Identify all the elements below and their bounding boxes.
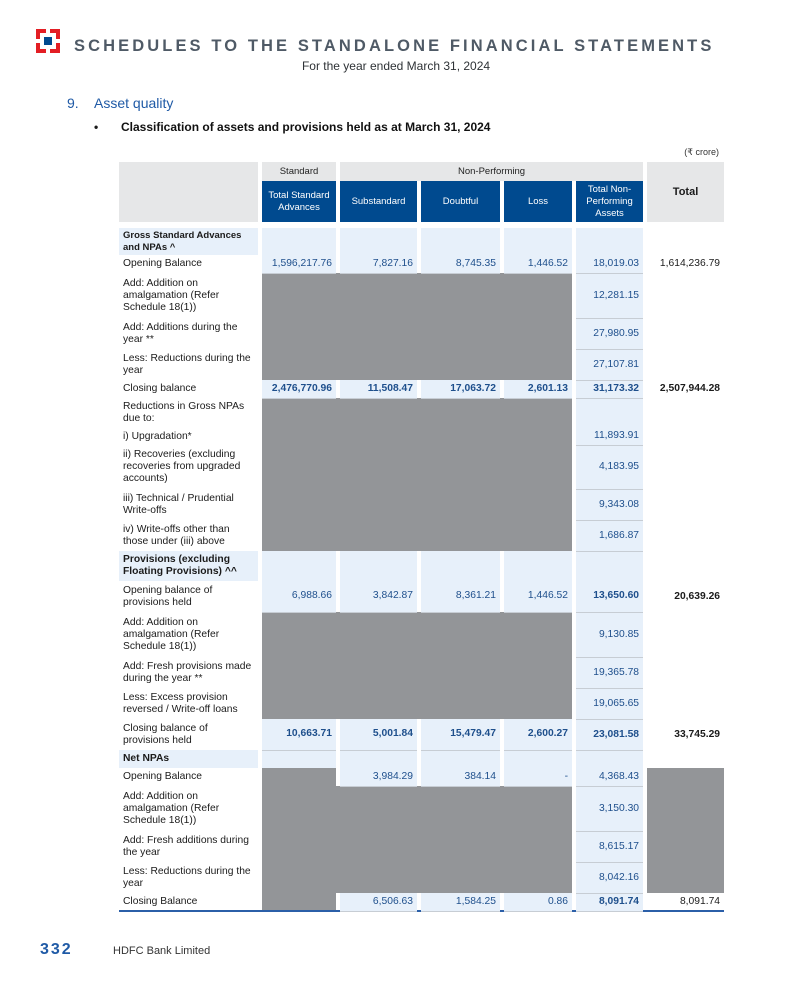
header-total-standard: Total Standard Advances [262, 181, 336, 222]
table-row: iv) Write-offs other than those under (iii) above 1,686.87 [119, 520, 724, 551]
hdfc-logo-icon [36, 29, 60, 53]
header-standard: Standard [262, 162, 336, 181]
table-row: Closing balance 2,476,770.96 11,508.47 17,063.72 2,601.13 31,173.32 2,507,944.28 [119, 380, 724, 398]
table-row [119, 398, 724, 428]
reductions-heading: Reductions in Gross NPAs due to: [123, 401, 245, 424]
header-non-performing: Non-Performing [340, 162, 643, 181]
table-caption: Classification of assets and provisions held as at March 31, 2024 [121, 120, 491, 134]
table-row: Add: Fresh provisions made during the year ** 19,365.78 [119, 657, 724, 688]
section-provisions-heading: Provisions (excluding Floating Provisions) ^^ [119, 551, 258, 581]
header-total: Total [647, 162, 724, 222]
unit-label: (₹ crore) [684, 147, 719, 157]
table-row: Less: Reductions during the year 8,042.16 [119, 862, 724, 893]
table-row: ii) Recoveries (excluding recoveries from upgraded accounts) 4,183.95 [119, 445, 724, 489]
table-row: Add: Addition on amalgamation (Refer Schedule 18(1)) 9,130.85 [119, 612, 724, 657]
table-row: Add: Addition on amalgamation (Refer Schedule 18(1)) 12,281.15 [119, 273, 724, 318]
header-total-npa: Total Non-Performing Assets [576, 181, 643, 222]
header-loss: Loss [504, 181, 572, 222]
table-row: Add: Fresh additions during the year 8,615.17 [119, 831, 724, 862]
table-row: Opening balance of provisions held 6,988.66 3,842.87 8,361.21 1,446.52 13,650.60 20,639.26 [119, 581, 724, 612]
table-row: i) Upgradation* 11,893.91 [119, 428, 724, 445]
header-blank [119, 162, 258, 222]
asset-quality-table [119, 162, 724, 912]
table-row: iii) Technical / Prudential Write-offs 9,343.08 [119, 489, 724, 520]
section-net-npa-heading: Net NPAs [119, 750, 258, 768]
section-number: 9. [67, 95, 79, 111]
section-gross-heading: Gross Standard Advances and NPAs ^ [119, 228, 258, 255]
header-substandard: Substandard [340, 181, 417, 222]
table-row: Less: Reductions during the year 27,107.81 [119, 349, 724, 380]
table-row: Closing Balance 6,506.63 1,584.25 0.86 8,091.74 8,091.74 [119, 893, 724, 911]
page-title: SCHEDULES TO THE STANDALONE FINANCIAL STATEMENTS [74, 37, 715, 55]
table-row: Closing balance of provisions held 10,663.71 5,001.84 15,479.47 2,600.27 23,081.58 33,745.29 [119, 719, 724, 750]
page-number: 332 [40, 941, 73, 958]
section-title: Asset quality [94, 95, 174, 111]
table-row: Add: Additions during the year ** 27,980.95 [119, 318, 724, 349]
table-row: Opening Balance 1,596,217.76 7,827.16 8,745.35 1,446.52 18,019.03 1,614,236.79 [119, 255, 724, 273]
table-row: Opening Balance 3,984.29 384.14 - 4,368.43 [119, 768, 724, 786]
table-row: Less: Excess provision reversed / Write-off loans 19,065.65 [119, 688, 724, 719]
header-doubtful: Doubtful [421, 181, 500, 222]
table-row: Add: Addition on amalgamation (Refer Schedule 18(1)) 3,150.30 [119, 786, 724, 831]
bullet-icon: • [94, 120, 99, 134]
page-subtitle: For the year ended March 31, 2024 [301, 59, 491, 73]
footer-company: HDFC Bank Limited [113, 945, 211, 957]
